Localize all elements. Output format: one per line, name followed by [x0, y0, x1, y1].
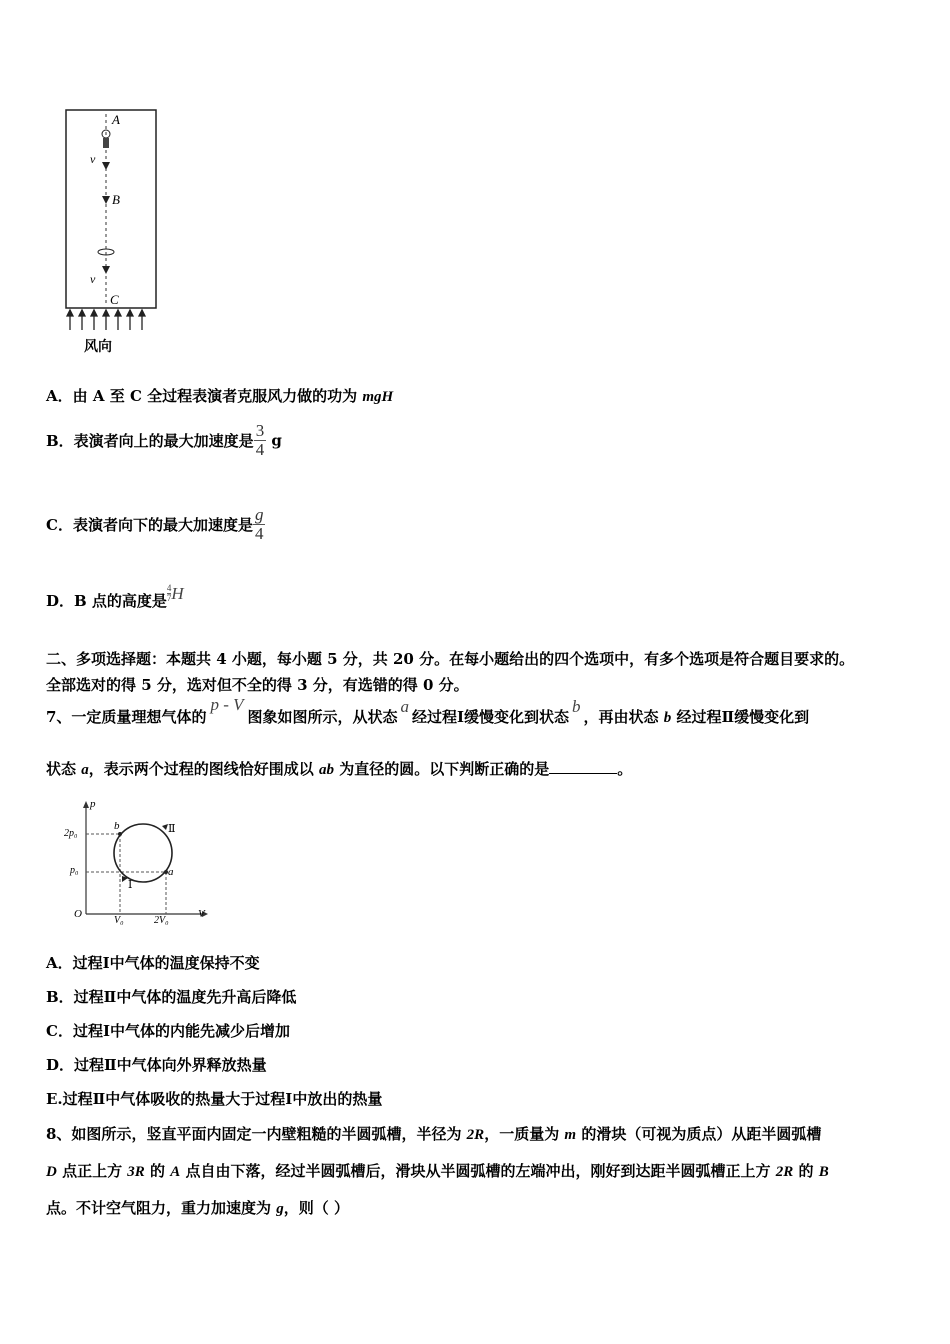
point-b	[118, 832, 122, 836]
wind-tunnel-figure	[44, 100, 162, 362]
wind-direction-caption: 风向	[84, 339, 112, 355]
point-a-label: a	[168, 866, 174, 878]
answer-blank	[549, 759, 617, 774]
process-2-label: Ⅱ	[168, 822, 176, 835]
fraction-4-7: $\frac{4}{7}$	[166, 583, 172, 603]
q8-line2: D 点正上方 3R 的 A 点自由下落，经过半圆弧槽后，滑块从半圆弧槽的左端冲出，刚好到达距半圆弧槽正上方 2R 的 B	[46, 1162, 829, 1180]
label-c: C	[110, 292, 119, 307]
process-circle	[114, 824, 172, 882]
wind-tunnel-diagram	[44, 100, 162, 362]
q6-option-a: A．由 A 至 C 全过程表演者克服风力做的功为 mgH	[46, 387, 394, 405]
tunnel-frame	[66, 110, 156, 308]
q7-option-c: C．过程Ⅰ中气体的内能先减少后增加	[46, 1022, 290, 1040]
arrow-down-3	[102, 266, 110, 274]
arrow-down-2	[102, 196, 110, 204]
performer-top-body	[103, 138, 109, 148]
tick-2p0: 2p₀	[64, 828, 78, 839]
point-b-label: b	[114, 820, 120, 832]
q7-option-d: D．过程Ⅱ中气体向外界释放热量	[46, 1056, 267, 1074]
origin-label: O	[74, 908, 82, 920]
axis-v-label: V	[198, 908, 205, 920]
section2-line2: 全部选对的得 5 分，选对但不全的得 3 分，有选错的得 0 分。	[46, 676, 469, 694]
q6-option-d: D．B 点的高度是 $\frac{4}{7}H$	[46, 583, 184, 610]
arrow-down-1	[102, 162, 110, 170]
label-a: A	[112, 112, 120, 127]
q7-option-e: E.过程Ⅱ中气体吸收的热量大于过程Ⅰ中放出的热量	[46, 1090, 383, 1108]
tick-2v0: 2V₀	[154, 915, 169, 926]
wind-arrows	[67, 310, 145, 330]
tick-p0: p₀	[70, 865, 79, 876]
q8-line1: 8、如图所示，竖直平面内固定一内壁粗糙的半圆弧槽，半径为 2R，一质量为 m 的滑块（可视为质点）从距半圆弧槽	[46, 1125, 822, 1143]
pv-diagram	[62, 798, 210, 928]
tick-v0: V₀	[114, 915, 124, 926]
process-1-label: Ⅰ	[128, 878, 133, 891]
label-v-top: v	[90, 152, 96, 166]
q7-line2: 状态 a，表示两个过程的图线恰好围成以 ab 为直径的圆。以下判断正确的是 。	[46, 760, 633, 778]
q6-option-c: C．表演者向下的最大加速度是 $\frac{g}{4}$	[46, 505, 264, 543]
q7-option-b: B．过程Ⅱ中气体的温度先升高后降低	[46, 988, 297, 1006]
q8-line3: 点。不计空气阻力，重力加速度为 g，则（ ）	[46, 1199, 349, 1217]
q7-option-a: A．过程Ⅰ中气体的温度保持不变	[46, 954, 260, 972]
label-v-bottom: v	[90, 272, 96, 286]
section2-line1: 二、多项选择题：本题共 4 小题，每小题 5 分，共 20 分。在每小题给出的四个选项中，有多个选项是符合题目要求的。	[46, 650, 855, 668]
fraction-g-4: $\frac{g}{4}$	[254, 505, 264, 543]
label-b: B	[112, 192, 120, 207]
pv-diagram-svg	[62, 798, 210, 928]
fraction-3-4: $\frac{3}{4}$	[255, 421, 265, 459]
axis-p-label: p	[90, 798, 96, 810]
q7-line1: 7、一定质量理想气体的p - V图象如图所示，从状态a经过程Ⅰ缓慢变化到状态b，再由状态 b 经过程Ⅱ缓慢变化到	[46, 695, 810, 726]
q6-option-b: B．表演者向上的最大加速度是 $\frac{3}{4}$ g	[46, 421, 282, 459]
